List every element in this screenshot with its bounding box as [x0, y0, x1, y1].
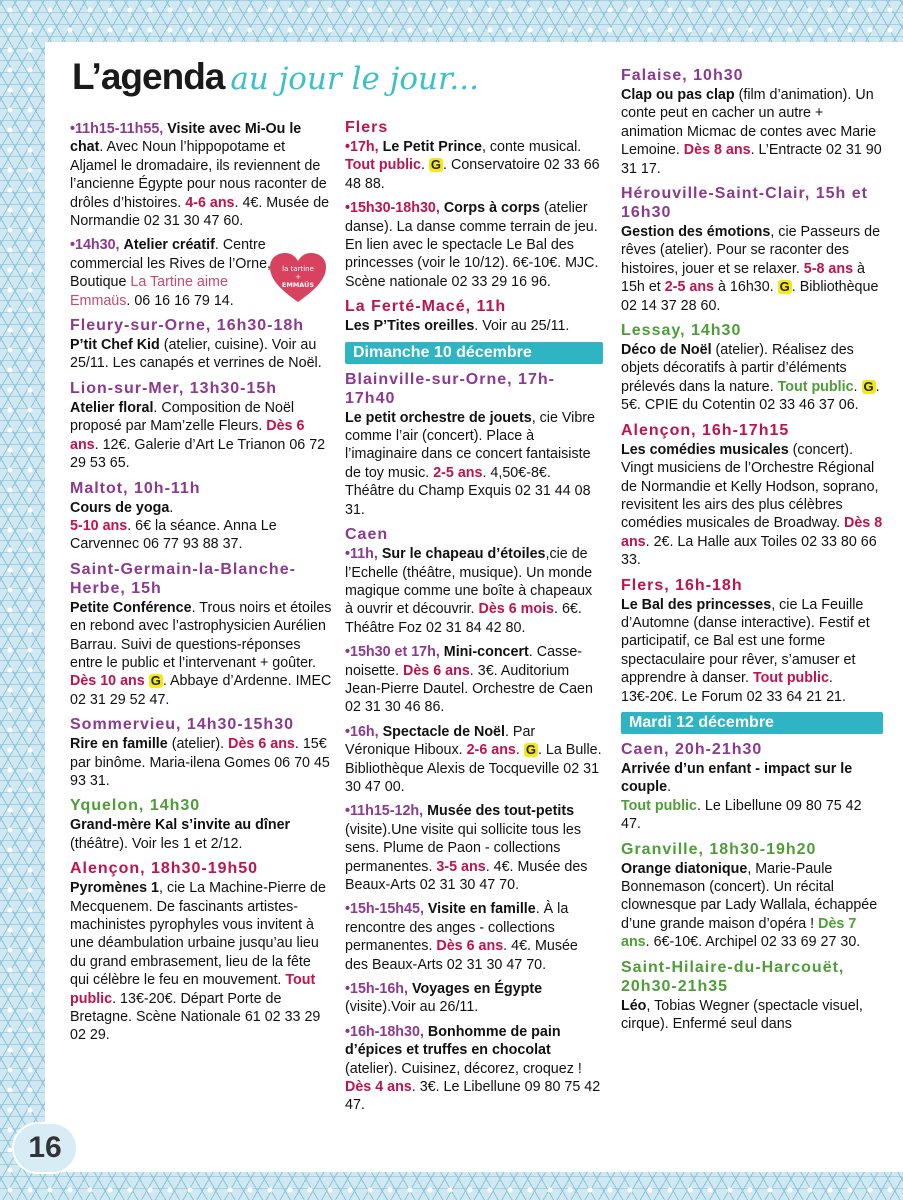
free-badge: G [863, 378, 874, 394]
event-text: , Marie-Paule Bonnemason (concert). Un récital clownesque par Lady Wallala, échappée d’une grande maison d’opéra ! [621, 860, 878, 932]
event-item [70, 120, 332, 230]
event-text: à 16h30. [714, 279, 778, 296]
age-label: Tout public [345, 157, 421, 174]
age-label: Dès 6 ans [70, 418, 305, 453]
event-title: Mini-concert [443, 644, 529, 661]
event-time: •15h30-18h30, [345, 200, 440, 217]
event-heading: Lessay, 14h30 [621, 322, 742, 340]
event-heading: Alençon, 16h-17h15 [621, 421, 790, 439]
event-text: . Casse-noisette. [345, 644, 583, 679]
event-title: Arrivée d’un enfant - impact sur le couple [621, 760, 853, 796]
logo-line-3: EMMAÜS [281, 281, 315, 289]
event-title: Gestion des émotions [621, 224, 771, 241]
event-title: Le petit orchestre de jouets [345, 409, 532, 426]
event-item [70, 560, 332, 709]
event-time: •11h, [345, 546, 378, 563]
event-item [345, 199, 603, 291]
age-label: Dès 6 mois [478, 601, 554, 618]
age-label: Dès 6 ans [436, 938, 504, 955]
free-badge: G [430, 157, 442, 173]
age-label: 5-8 ans [803, 260, 854, 277]
event-text: . Avec Noun l’hippopotame et Aljamel le dromadaire, ils reviennent de l’ancienne Égypte pour nous raconter de drôles d’histoires. [70, 139, 327, 211]
event-heading: Caen, 20h-21h30 [621, 740, 763, 758]
event-text: (théâtre). Voir les 1 et 2/12. [70, 835, 243, 852]
event-item [621, 740, 883, 834]
event-time: •16h, [345, 723, 379, 740]
age-label: Tout public [752, 670, 829, 687]
event-text: , conte musical. [481, 139, 582, 155]
event-title: Clap ou pas clap [621, 87, 735, 103]
event-text: . 15€ par binôme. Maria-ilena Gomes 06 70 45 93 31. [70, 736, 330, 789]
city-heading: Caen [345, 526, 389, 544]
event-text: . 6€ la séance. Anna Le Carvennec 06 77 93 88 37. [70, 517, 277, 553]
age-label: Tout public [777, 378, 854, 395]
event-text: . 13€-20€. Départ Porte de Bretagne. Scène Nationale 61 02 33 29 02 29. [70, 990, 321, 1044]
event-time: •11h15-11h55, [70, 121, 164, 137]
event-title: P’tit Chef Kid [70, 337, 160, 354]
event-text: . 6€-10€. Archipel 02 33 69 27 30. [645, 934, 861, 951]
event-text: . Conservatoire 02 33 66 48 88. [345, 157, 600, 192]
event-text: . Trous noirs et étoiles en rebond avec l’astrophysicien Aurélien Barrau. Suivi de questions-réponses entre le public et l’intervenant + goûter. [70, 599, 332, 671]
event-text: . 6€. Théâtre Foz 02 31 84 42 80. [345, 601, 582, 636]
age-label: Dès 10 ans [70, 673, 145, 690]
event-time: •17h, [345, 139, 379, 155]
day-header: Mardi 12 décembre [621, 712, 883, 734]
event-title: Les P’Tites oreilles [345, 318, 475, 335]
event-text: (atelier). [167, 736, 229, 753]
event-item [70, 796, 332, 853]
event-text: . 3€. Auditorium Jean-Pierre Dautel. Orchestre de Caen 02 31 30 46 86. [345, 662, 593, 716]
event-title: Visite en famille [427, 901, 536, 918]
age-label: Tout public [621, 797, 697, 814]
event-title: Corps à corps [443, 200, 540, 217]
event-text: . 4€. Musée de Normandie 02 31 30 47 60. [70, 194, 330, 230]
event-item [70, 715, 332, 790]
event-heading: Flers [345, 119, 389, 136]
column-2 [345, 118, 603, 1121]
event-text: . Composition de Noël proposé par Mam’zelle Fleurs. [70, 399, 295, 435]
shop-link[interactable]: La Tartine aime Emmaüs [70, 274, 228, 309]
event-item [70, 859, 332, 1045]
event-text: (film d’animation). Un conte peut en cacher un autre + animation Micmac de contes avec Marie Lemoine. [621, 87, 877, 159]
event-text: . Par Véronique Hiboux. [345, 723, 536, 759]
event-title: Bonhomme de pain d’épices et truffes en chocolat [345, 1023, 561, 1059]
event-item: •16h, Spectacle de Noël. Par Véronique Hiboux. 2-6 ans. G . La Bulle. Bibliothèque Alexis de Tocqueville 02 31 30 47 00. [345, 723, 602, 795]
event-item [70, 379, 332, 473]
event-title: Atelier créatif [123, 237, 215, 254]
event-text: (atelier danse). La danse comme terrain de jeu. En lien avec le spectacle Le Bal des princesses (voir le 10/12). 6€-10€. MJC. Scène nationale 02 33 29 16 96. [345, 200, 599, 290]
event-text: (atelier). Cuisinez, décorez, croquez ! [345, 1060, 582, 1077]
event-text: (visite).Une visite qui sollicite tous les sens. Plume de Paon - collections permanentes. [345, 821, 581, 875]
age-label: 2-6 ans [466, 742, 516, 759]
event-item [70, 316, 332, 373]
event-heading: Maltot, 10h-11h [70, 479, 201, 497]
event-item: Flers •17h, Le Petit Prince, conte musical. Tout public. G . Conservatoire 02 33 66 48 88. [345, 118, 603, 193]
event-text: à 15h et [621, 260, 865, 296]
event-text: . 4€. Musée des Beaux-Arts 02 31 30 47 70. [345, 858, 588, 893]
event-title: Visite avec Mi-Ou le chat [70, 121, 302, 156]
event-text: . 13€-20€. Le Forum 02 33 64 21 21. [621, 670, 846, 705]
age-label: Dès 8 ans [683, 142, 751, 159]
free-badge: G [150, 673, 161, 689]
event-title: Grand-mère Kal s’invite au dîner [70, 817, 291, 834]
title-script: au jour le jour... [230, 61, 479, 97]
event-item [621, 576, 883, 706]
day-header: Dimanche 10 décembre [345, 342, 603, 364]
event-item [345, 297, 603, 335]
event-item [621, 840, 883, 952]
event-title: Léo [621, 997, 647, 1014]
event-text: ,cie de l’Echelle (théâtre, musique). Un monde magique comme une boîte à chapeaux à ouvrir et découvrir. [345, 546, 593, 618]
event-item [621, 958, 883, 1034]
event-heading: Blainville-sur-Orne, 17h-17h40 [345, 370, 555, 407]
event-text: . Abbaye d’Ardenne. IMEC 02 31 29 52 47. [70, 673, 332, 708]
event-title: Les comédies musicales [621, 441, 789, 458]
title-main: L’agenda [72, 56, 225, 97]
event-text: . 06 16 16 79 14. [126, 292, 234, 309]
event-item [345, 802, 603, 894]
event-heading: Saint-Germain-la-Blanche-Herbe, 15h [70, 560, 296, 597]
event-heading: Hérouville-Saint-Clair, 15h et 16h30 [621, 185, 868, 222]
event-title: Le Bal des princesses [621, 596, 772, 613]
event-item [70, 236, 332, 310]
column-3 [621, 66, 883, 1039]
event-item: Lessay, 14h30 Déco de Noël (atelier). Réalisez des objets décoratifs à partir d’éléments prélevés dans la nature. Tout public. G . 5€. CPIE du Cotentin 02 33 46 37 06. [621, 321, 883, 415]
event-item [621, 184, 883, 315]
age-label: 5-10 ans [70, 517, 128, 534]
event-text: . 3€. Le Libellune 09 80 75 42 47. [345, 1079, 601, 1114]
event-text: . Voir au 25/11. [474, 318, 570, 335]
event-text: . 12€. Galerie d’Art Le Trianon 06 72 29 53 65. [70, 436, 326, 472]
event-text: . 4,50€-8€. Théâtre du Champ Exquis 02 31 44 08 31. [345, 464, 591, 518]
event-text: . L’Entracte 02 31 90 31 17. [621, 142, 882, 177]
event-item [621, 66, 883, 178]
event-title: Déco de Noël [621, 342, 712, 359]
event-text: , cie La Feuille d’Automne (danse interactive). Festif et participatif, ce Bal est une forme spectaculaire pour rêver, s’amuser et apprendre à danser. [621, 596, 870, 687]
event-time: •15h-15h45, [345, 901, 424, 918]
event-text: . Le Libellune 09 80 75 42 47. [621, 797, 862, 833]
event-heading: Granville, 18h30-19h20 [621, 840, 817, 858]
page-title [72, 56, 479, 112]
event-item [621, 421, 883, 570]
event-text: (concert). Vingt musiciens de l’Orchestre Régional de Normandie et Kelly Hodson, soprano, revisitent les airs des plus célèbres comédies musicales de Broadway. [621, 441, 879, 532]
page-number: 16 [12, 1122, 78, 1174]
event-item [345, 545, 603, 637]
age-label: Dès 6 ans [403, 662, 470, 679]
event-heading: Falaise, 10h30 [621, 67, 744, 84]
logo-line-1: la tartine [282, 265, 314, 273]
event-item [345, 900, 603, 974]
event-item [345, 1023, 603, 1115]
event-heading: Sommervieu, 14h30-15h30 [70, 716, 294, 734]
event-heading: La Ferté-Macé, 11h [345, 298, 507, 316]
event-text: . À la rencontre des anges - collections permanentes. [345, 901, 569, 955]
event-text: , cie Vibre comme l’air (concert). Place à l’imaginaire dans ce concert fantaisiste de toy music. [345, 409, 596, 481]
event-text: (atelier, cuisine). Voir au 25/11. Les canapés et verrines de Noël. [70, 337, 322, 372]
event-text: . Centre commercial les Rives de l’Orne, Boutique [70, 237, 272, 291]
event-time: •15h30 et 17h, [345, 644, 440, 661]
age-label: 2-5 ans [664, 279, 715, 296]
age-label: Dès 8 ans [621, 515, 883, 550]
event-heading: Lion-sur-Mer, 13h30-15h [70, 379, 278, 397]
event-item [345, 643, 603, 717]
event-title: Voyages en Égypte [412, 981, 543, 998]
event-title: Orange diatonique [621, 860, 748, 877]
event-text: . La Bulle. Bibliothèque Alexis de Tocqueville 02 31 30 47 00. [345, 742, 602, 795]
event-text: (atelier). Réalisez des objets décoratifs à partir d’éléments prélevés dans la nature. [621, 342, 854, 395]
event-text: . Bibliothèque 02 14 37 28 60. [621, 279, 879, 314]
event-heading: Yquelon, 14h30 [70, 797, 201, 815]
event-text: . [169, 499, 174, 516]
age-label: 2-5 ans [433, 464, 483, 481]
age-label: Tout public [70, 972, 316, 1007]
event-item [345, 370, 603, 519]
event-time: •14h30, [70, 237, 120, 254]
event-text: (visite).Voir au 26/11. [345, 999, 479, 1016]
event-heading: Saint-Hilaire-du-Harcouët, 20h30-21h35 [621, 958, 845, 995]
event-title: Atelier floral [70, 399, 154, 416]
event-text: . 2€. La Halle aux Toiles 02 33 80 66 33. [621, 533, 877, 569]
event-title: Spectacle de Noël [382, 723, 505, 740]
age-label: Dès 7 ans [621, 915, 857, 951]
event-text: . [667, 779, 672, 796]
age-label: 4-6 ans [185, 194, 235, 211]
free-badge: G [779, 279, 790, 295]
event-time: •16h-18h30, [345, 1023, 424, 1040]
event-title: Pyromènes 1 [70, 880, 160, 897]
event-title: Rire en famille [70, 736, 168, 753]
logo-line-2: + [295, 273, 301, 281]
age-label: Dès 4 ans [345, 1079, 412, 1096]
event-time: •11h15-12h, [345, 803, 424, 820]
event-item [70, 479, 332, 554]
event-title: Musée des tout-petits [427, 803, 575, 820]
age-label: Dès 6 ans [228, 736, 295, 753]
column-1 [70, 120, 332, 1051]
event-heading: Fleury-sur-Orne, 16h30-18h [70, 317, 305, 335]
event-title: Cours de yoga [70, 499, 170, 516]
event-title: Le Petit Prince [382, 139, 482, 155]
free-badge: G [525, 742, 536, 758]
event-heading: Flers, 16h-18h [621, 576, 743, 594]
event-text: , Tobias Wegner (spectacle visuel, cirque). Enfermé seul dans [621, 997, 863, 1033]
event-title: Petite Conférence [70, 599, 192, 616]
event-heading: Alençon, 18h30-19h50 [70, 860, 259, 878]
event-item [345, 980, 603, 1017]
event-text: , cie La Machine-Pierre de Mecquenem. De fascinants artistes-machinistes pyrophyles vous invitent à une déambulation urbaine jusqu’au lieu du grand embrasement, lieu de la fête qui célèbre le feu en mouvement. [70, 880, 326, 989]
age-label: 3-5 ans [436, 858, 486, 875]
event-title: Sur le chapeau d’étoiles [381, 546, 546, 563]
event-text: . 5€. CPIE du Cotentin 02 33 46 37 06. [621, 378, 880, 414]
event-time: •15h-16h, [345, 981, 409, 998]
event-text: , cie Passeurs de rêves (atelier). Pour se raconter des histoires, jouer et se relaxer. [621, 224, 881, 277]
event-text: . 4€. Musée des Beaux-Arts 02 31 30 47 70. [345, 938, 578, 973]
